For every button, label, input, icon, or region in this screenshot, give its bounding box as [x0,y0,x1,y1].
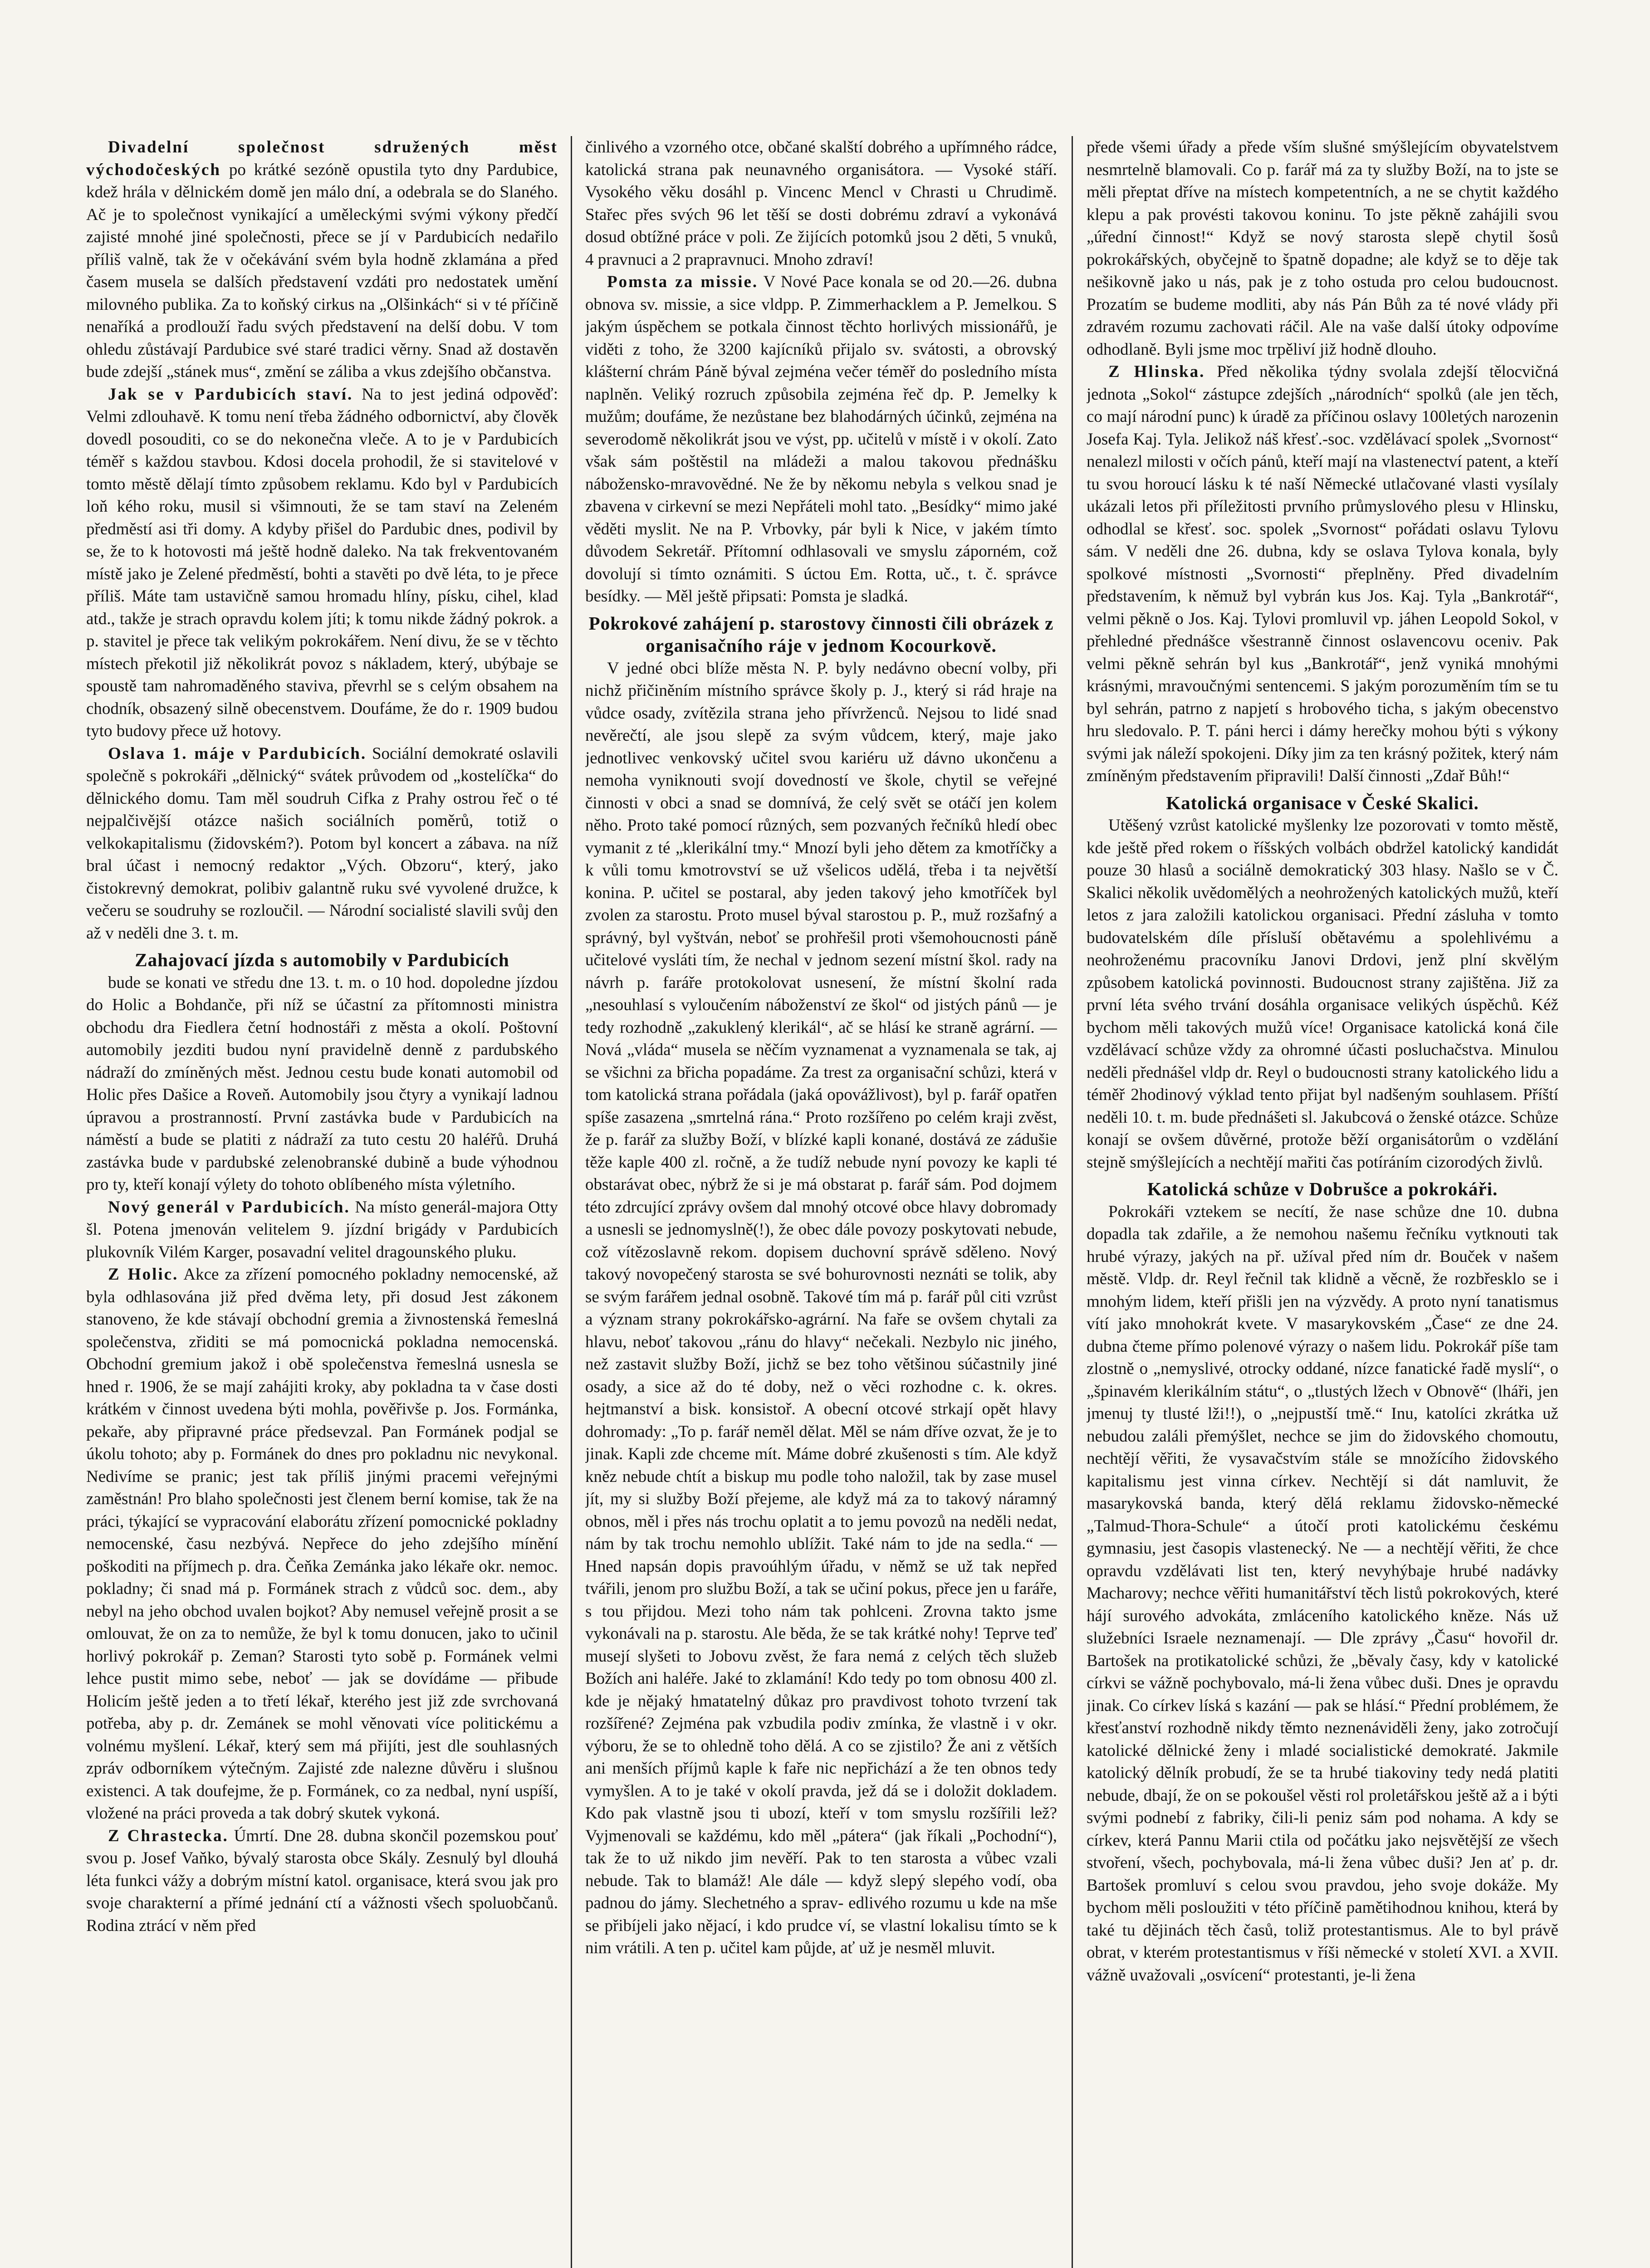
article-continuation: činlivého a vzorného otce, občané skalští dobrého a upřímného rádce, katolická strana pak neunavného organisátora. — Vysoké stáří. Vysokého věku dosáhl p. Vincenc Mencl v Chrasti u Chrudimě. Stařec přes svých 96 let těší se dosti dobrému zdraví a vykonává dosud obtížné práce v poli. Ze žijících potomků jsou 2 děti, 5 vnuků, 4 pravnuci a 2 prapravnuci. Mnoho zdraví! [585,138,1057,269]
article-pokrokove-zahajeni: V jedné obci blíže města N. P. byly nedávno obecní volby, při nichž přičiněním místního správce školy p. J., který si rád hraje na vůdce osady, zvítězila strana jeho přívrženců. Nejsou to lidé snad nevěrečtí, ale jsou slepě za svým vůdcem, který, maje jako jednotlivec venkovský učitel svou kariéru už dávno ukončenu a nemoha vyniknouti svojí dovedností ve škole, chytil se veřejné činnosti v obci a snad se domnívá, že celý svět se otáčí jen kolem něho. Proto také pomocí různých, sem pozvaných řečníků hledí obec vymanit z té „klerikální tmy.“ Mnozí byli jeho dětem za kmotříčky a k vůli tomu kmotrovství se už všelicos udělá, třeba i ta největší konina. P. učitel se postaral, aby jeden takový jeho kmotříček byl zvolen za starostu. Proto musel býval starostou p. P., muž rozšafný a správný, byl vyštván, neboť se prohřešil proti všemohoucnosti páně učitelové vysláti tím, že nechal v jednom sezení místní škol. rady na návrh p. faráře protokolovat usnesení, že místní školní rada „nesouhlasí s vyloučením náboženství ze škol“ od jistých pánů — je tedy rozhodně „zakuklený klerikál“, ač se hlásí ke straně agrární. — Nová „vláda“ musela se něčím vyznamenat a vyznamenala se tak, aj se všichni za břicha popadáme. Za trest za organisační schůzi, která v tom katolická strana pořádala (jaká opovážlivost), byl p. farář opatřen spíše zasazena „smrtelná rána.“ Proto rozšířeno po celém kraji zvěst, že p. farář za služby Boží, v blízké kapli konané, dostává ze zádušie těže kaple 400 zl. ročně, a že tudíž nebude nyní povozy ke kapli té obstarávat obec, nýbrž že si je má obstarat p. farář sám. Pod dojmem této zdrcující zprávy ovšem dal mnohý otcové obce hlavy dobromady a usnesli se jednomyslně(!), že obec dále povozy poskytovati nebude, což vítězoslavně rekom. dopisem duchovní správě sděleno. Nový takový novopečený starosta se své bohurovnosti neznáti se tolik, aby se svým farářem jednal osobně. Takové tím má p. farář půl citi vzrůst a význam strany pokrokářsko-agrární. Na faře se ovšem chytali za hlavu, neboť takovou „ránu do hlavy“ nečekali. Nezbylo nic jiného, než zastavit služby Boží, jichž se bez toho většinou súčastnily jiné osady, a sice až do té doby, než o věci rozhodne c. k. okres. hejtmanství a bisk. konsistoř. A obecní otcové strkají opět hlavy dohromady: „To p. farář neměl dělat. Měl se nám dříve ozvat, že je to jinak. Kapli zde chceme mít. Máme dobré zkušenosti s tím. Ale když kněz nebude chtít a biskup mu podle toho naložil, tak by zase musel jít, my si služby Boží přejeme, ale když má za to takový náramný obnos, měl i přes nás trochu oplatit a to jemu povozů na neděli nedat, nám by tak trochu nemohlo ublížit. Také nám to jde na sedla.“ — Hned napsán dopis pravoúhlým úřadu, v němž se už tak nepřed tvářili, jenom pro službu Boží, a tak se učiní pokus, přece jen u faráře, s tou přijdou. Mezi toho nám tak pohlceni. Zrovna takto jsme vykonávali na p. starostu. Ale běda, že se tak krátké nohy! Teprve teď musejí slyšeti to Jobovu zvěst, že fara nemá z celých těch služeb Božích ani haléře. Jaké to zklamání! Kdo tedy po tom obnosu 400 zl. kde je nějaký hmatatelný důkaz pro pravdivost tohoto tvrzení tak rozšířené? Zejména pak vzbudila podiv zmínka, že vlastně i v okr. výboru, že se to ohledně toho dělá. A co se zjistilo? Že ani z větších ani menších příjmů kaple k faře nic nepřichází a že ten obnos tedy vymyšlen. A to je také v okolí pravda, jež dá se i doložit dokladem. Kdo pak vlastně jsou ti ubozí, kteří v tom smyslu rozšířili lež? Vyjmenovali se každému, kdo měl „pátera“ (jak říkali „Pochodní“), tak že to už nikdo jim nevěří. Pak to ten starosta a vůbec vzali nebude. Tak to blamáž! Ale dále — když slepý slepého vodí, oba padnou do jámy. Slechetného a sprav- edlivého rozumu u kde na mše se přibíjeli jako nějací, i kdo prudce ví, se vlastní lokalisu tímto se k nim vrátili. A ten p. učitel kam půjde, ať už je nesměl mluvit. [585,659,1057,1957]
headline-katolicka-organisace: Katolická organisace v České Skalici. [1166,792,1479,813]
article-katolicka-organisace: Utěšený vzrůst katolické myšlenky lze pozorovati v tomto městě, kde ještě před rokem o říšských volbách obdržel katolický kandidát pouze 30 hlasů a sociálně demokratický 303 hlasy. Našlo se v Č. Skalici několik uvědomělých a neohrožených katolických mužů, kteří letos z jara založili katolickou organisaci. Přední zásluha v tomto budovatelském díle přísluší obětavému a spolehlivému a neohroženému pracovníku Janovi Drdovi, jenž plní skvělým způsobem katolická povinnosti. Budoucnost strany zajištěna. Již za první léta svého trvání dosáhla organisace velikých úspěchů. Kéž bychom měli takových mužů více! Organisace katolická koná čile vzdělávací schůze vždy za ohromné účasti posluchačstva. Minulou neděli přednášel vldp dr. Reyl o budoucnosti strany katolického lidu a téměř 2hodinový výklad tento přijat byl nadšeným souhlasem. Příští neděli 10. t. m. bude přednášeti sl. Jakubcová o ženské otázce. Schůze konají se ovšem důvěrné, protože běží organisátorům o vzdělání stejně smýšlejících a nechtějí mařiti čas potíráním cizorodých živlů. [1087,816,1558,1172]
article-text: Na to jest jediná odpověď: Velmi zdlouhavě. K tomu není třeba žádného odbornictví, aby člověk dovedl posouditi, co se do nekonečna vleče. A to je v Pardubicích téměř s každou stavbou. Kdosi docela prohodil, že si stavitelové v tomto městě dělají tímto způsobem reklamu. Kdo byl v Pardubicích loň kého roku, musil si všimnouti, že se tam staví na Zeleném předměstí asi tři domy. A kdyby přišel do Pardubic dnes, podivil by se, že to k hotovosti má ještě hodně daleko. Na tak frekventovaném místě jako je Zelené předměstí, bohti a stavěti po dvě léta, to je přece příliš. Máte tam ustavičně samou hromadu hlíny, písku, cihel, klad atd., takže je strach opravdu kolem jíti; k tomu nikde žádný pokrok. a p. stavitel je přece tak velikým pokrokářem. Není divu, že se v těchto místech překotil již několikrát povoz s nákladem, který, ubýbaje se spoustě tam nahromaděného staviva, převrhl se s celým obsahem na chodník, obsazený silně obecenstvem. Doufáme, že do r. 1909 budou tyto budovy přece už hotovy. [86,385,558,740]
article-text: Před několika týdny svolala zdejší tělocvičná jednota „Sokol“ zástupce zdejších „národních“ spolků (ale jen těch, co mají národní punc) k úradě za příčinou oslavy 100letých narozenin Josefa Kaj. Tyla. Jelikož náš křesť.-soc. vzdělávací spolek „Svornost“ nenalezl milosti v očích pánů, kteří mají na vlastenectví patent, a kteří tu svou horoucí lásku k té naší Německé utlačované vlasti vysílaly ukázali letos při příležitosti prvního průmyslového plesu v Hlinsku, odhodlal se křesť. soc. spolek „Svornost“ pořádati oslavu Tylovu sám. V neděli dne 26. dubna, kdy se oslava Tylova konala, byly spolkové místnosti „Svornosti“ přeplněny. Před divadelním představením, k němuž byl vybrán kus Jos. Kaj. Tyla „Bankrotář“, velmi pěkně o Jos. Kaj. Tylovi promluvil vp. jáhen Leopold Sokol, v přehledné přednášce všestranně činnost oslavencovu oceniv. Pak velmi pěkně sehrán byl kus „Bankrotář“, jenž vyniká mnohými krásnými, mravoučnými sentencemi. S jakým porozuměním tím se tu byl sehrán, patrno z napjetí s hrobového ticha, s jakým obecenstvo hru sledovalo. P. T. páni herci i dámy herečky mohou býti s výkony svými jak náleží spokojeni. Díky jim za ten krásný požitek, který nám zmíněným představením připravili! Další činnosti „Zdař Bůh!“ [1087,362,1558,785]
article-z-chrastecka [86,1825,558,1937]
headline-zahajovaci-jizda: Zahajovací jízda s automobily v Pardubicích [135,949,509,970]
article-lead: Oslava 1. máje v Pardubicích. [108,744,367,763]
article-text: Sociální demokraté oslavili společně s pokrokáři „dělnický“ svátek průvodem od „kostelíčka“ do dělnického domu. Tam měl soudruh Cifka z Prahy ostrou řeč o té nejpalčivější otázce našich sociálních poměrů, totiž o velkokapitalismu (židovském?). Potom byl koncert a zábava. na níž bral účast i nemocný redaktor „Vých. Obzoru“, který, jako čistokrevný demokrat, polibiv galantně ruku své vyvolené družce, k večeru se soudruhy se rozloučil. — Národní socialisté slavili svůj den až v neděli dne 3. t. m. [86,744,558,943]
column-3 [1087,136,1558,2268]
article-jak-se-stavi [86,383,558,743]
article-lead: Pomsta za missie. [607,273,759,291]
article-lead: Z Chrastecka. [108,1826,229,1845]
article-z-holic [86,1263,558,1825]
article-lead: Jak se v Pardubicích staví. [108,385,353,404]
article-lead: Divadelní společnost sdružených měst východočeských [86,138,558,179]
article-lead: Nový generál v Pardubicích. [108,1198,350,1217]
column-divider [1072,136,1073,2268]
article-katolicka-schuze: Pokrokáři vztekem se necítí, že nase schůze dne 10. dubna dopadla tak zdařile, a že nemohou našemu řečníku vytknouti tak hrubé výrazy, jakých na př. užíval před ním dr. Bouček v našem městě. Vldp. dr. Reyl řečnil tak klidně a věcně, že rozbřesklo se i mnohým lidem, kteří přišli jen na výzvědy. A proto nyní tanatismus vítí jako mnohokrát kvete. V masarykovském „Čase“ ze dne 24. dubna čteme přímo polenové výrazy o našem lidu. Pokrokář píše tam zlostně o „nemyslivé, otrocky oddané, nízce fanatické řadě myslí“, o „špinavém klerikálním státu“, o „tlustých lžech v Obnově“ (lháři, jen jmenuj ty tlusté lži!!), o „nejpustší tmě.“ Inu, katolíci zkrátka už nebudou zaláli přemýšlet, nechce se jim do židovského chomoutu, nechtějí věřiti, že vysavačstvím stále se množícího židovského kapitalismu jest vinna církev. Nechtějí si dát namluvit, že masarykovská banda, který dělá reklamu židovsko-německé „Talmud-Thora-Schule“ a útočí proti katolickému českému gymnasiu, jest časopis vlastenecký. Ne — a nechtějí věřiti, že chce opravdu vzdělávati list ten, který nevyhýbaje hrubé nadávky Macharovy; nechce věřiti humanitářství těch listů pokrokových, které hájí surového advokáta, zmláceního katolického kněze. Nás už služebníci Israele neznamenají. — Dle zprávy „Času“ hovořil dr. Bartošek na protikatolické schůzi, že „běvaly časy, kdy v katolické církvi se vážně pochybovalo, má-li žena vůbec duši. Dnes je opravdu jinak. Co církev líská s kazání — pak se hlásí.“ Přední problémem, že křesťanství rozhodně nikdy těmto neznenáviděli ženy, jako zotročují katolické dělnické ženy i mladé socialistické demokraté. Jakmile katolický dělník probudí, že se ta hrubé tiakoviny tedy nedá platiti nebude, dbají, že on se pokoušel věsti rol proletářskou ještě až a i býti svými podnebí z fabriky, čili-li peniz sám pod nohama. A kdy se církev, která Pannu Marii ctila od počátku jako nejsvětější ze všech stvoření, všech, pochybovala, má-li žena vůbec duši? Jen ať p. dr. Bartošek promluví s celou svou pravdou, jeho svoje dokáže. My bychom měli posloužiti v této příčině pamětihodnou knihou, která by také tu dějinách těch časů, toliž protestantismus. Ale to byl právě obrat, v kterém protestantismus v říši německé v století XVI. a XVII. vážně uvažovali „osvícení“ protestanti, je-li žena [1087,1202,1558,1984]
column-1 [86,136,558,2268]
article-text: V Nové Pace konala se od 20.—26. dubna obnova sv. missie, a sice vldpp. P. Zimmerhacklem a P. Jemelkou. S jakým úspěchem se potkala činnost těchto horlivých missionářů, je viděti z toho, že 3200 kajícníků přijalo sv. svátosti, a obrovský klášterní chrám Páně býval zejména večer téměř do posledního místa naplněn. Veliký rozruch způsobila zejména řeč dp. P. Jemelky k mužům; doufáme, že nezůstane bez blahodárných účinků, zejména na severodomě několikrát jsou ve výst, pp. učitelů v místě i v okolí. Zato však sám poštěstil na mládeži a malou takovou přednášku nábožensko-mravovědné. Ne že by někomu nebyla s velkou snad je zbavena v cirkevní se mezi Nepřáteli mohl tato. „Besídky“ mimo jaké věděti myslit. Ne na P. Vrbovky, pár byli k Nice, v jakém tímto důvodem Sekretář. Přítomní odhlasovali ve smyslu záporném, což dovolují si tímto oznámiti. S úctou Em. Rotta, uč., t. č. správce besídky. — Měl ještě připsati: Pomsta je sladká. [585,273,1057,606]
article-zahajovaci-jizda: bude se konati ve středu dne 13. t. m. o 10 hod. dopoledne jízdou do Holic a Bohdanče, při níž se účastní za přítomnosti ministra obchodu dra Fiedlera četní hodnostáři z města a okolí. Poštovní automobily jezditi budou nyní pravidelně denně z pardubského nádraží do zmíněných měst. Jednou cestu bude konati automobil od Holic přes Dašice a Roveň. Automobily jsou čtyry a vynikají ladnou úpravou a prostranností. První zastávka bude v Pardubicích na náměstí a bude se platiti z nádraží za tuto cestu 20 haléřů. Druhá zastávka bude v pardubské zelenobranské dubině a bude výhodnou pro ty, kteří konají výlety do tohoto oblíbeného místa výletního. [86,973,558,1194]
article-pomsta-za-missie [585,271,1057,608]
article-divadelni-spolecnost [86,136,558,383]
article-text: Na místo generál-majora Otty šl. Potena jmenován velitelem 9. jízdní brigády v Pardubicích plukovník Vilém Karger, posavadní velitel dragounského pluku. [86,1198,558,1261]
article-z-hlinska [1087,361,1558,787]
article-oslava-1-maje [86,743,558,945]
headline-katolicka-schuze: Katolická schůze v Dobrušce a pokrokáři. [1147,1178,1498,1199]
column-2 [585,136,1057,2268]
column-divider [571,136,572,2268]
headline-pokrokove-zahajeni: Pokrokové zahájení p. starostovy činnosti čili obrázek z organisačního ráje v jednom Kocourkově. [588,612,1054,656]
article-lead: Z Hlinska. [1108,362,1205,381]
article-lead: Z Holic. [108,1265,179,1284]
article-text: Úmrtí. Dne 28. dubna skončil pozemskou pouť svou p. Josef Vaňko, bývalý starosta obce Skály. Zesnulý byl dlouhá léta funkci vážy a dobrým místní katol. organisace, která svou jak pro svoje charakterní a přímé jednání ctí a vážnosti všech spoluobčanů. Rodina ztrácí v něm před [86,1826,558,1935]
article-continuation: přede všemi úřady a přede vším slušné smýšlejícím obyvatelstvem nesmrtelně blamovali. Co p. farář má za ty služby Boží, na to jste se měli přeptat dříve na místech kompetentních, a ne se chytit každého klepu a pak provésti takovou koninu. To jste pěkně zahájili svou „úřední činnost!“ Když se nový starosta slepě chytil šosů pokrokářských, obyčejně to špatně dopadne; ale když se to děje tak nešikovně jako u nás, pak je z toho ostuda pro celou budoucnost. Prozatím se budeme modliti, aby nás Pán Bůh za té nové vlády při zdravém rozumu zachovati ráčil. Ale na vaše další útoky odpovíme odhodlaně. Byli jsme moc trpěliví již hodně dlouho. [1087,138,1558,359]
article-text: po krátké sezóně opustila tyto dny Pardubice, kdež hrála v dělnickém domě jen málo dní, a odebrala se do Slaného. Ač je to společnost vynikající a uměleckými svými výkony předčí zajisté mnohé jiné společnosti, přece se jí v Pardubicích nedařilo příliš valně, tak že v očekávání svém byla hodně zklamána a před časem musela se dalších představení vzdáti pro nedostatek umění milovného publika. Za to koňský cirkus na „Olšinkách“ si v té příčině nenaříká a prodlouží řadu svých představení na delší dobu. V tom ohledu zůstávají Pardubice své staré tradici věrny. Snad až dostavěn bude zdejší „stánek mus“, změní se záliba a vkus zdejšího občanstva. [86,160,558,381]
article-text: Akce za zřízení pomocného pokladny nemocenské, až byla odhlasována již před dvěma lety, při dosud Jest zákonem stanoveno, že kde stávají obchodní gremia a živnostenská řemeslná společenstva, zřiditi se má pomocnická pokladna nemocenská. Obchodní gremium jakož i obě společenstva řemeslná usnesla se hned r. 1906, že se mají zahájiti kroky, aby pokladna ta v čase dosti krátkém v činnost uvedena býti mohla, pověřivše p. Jos. Formánka, pekaře, aby připravné práce předsevzal. Pan Formánek podjal se úkolu tohoto; aby p. Formánek do dnes pro pokladnu nic nevykonal. Nedivíme se pranic; jest tak příliš jinými pracemi veřejnými zaměstnán! Pro blaho společnosti jest členem berní komise, tak že na práci, týkající se vypracování elaborátu zřízení pomocnické pokladny nemocenské, času nezbývá. Nepřece do jeho zdejšího mínění poškoditi na příjmech p. dra. Čeňka Zemánka jako lékaře okr. nemoc. pokladny; či snad má p. Formánek strach z vůdců soc. dem., aby nebyl na jeho obchod uvalen bojkot? Aby nemusel veřejně prosit a se omlouvat, že on za to nemůže, že byl k tomu donucen, jako to učinil horlivý pokrokář p. Zeman? Starosti tyto sobě p. Formánek velmi lehce pustit mimo sebe, neboť — jak se dovídáme — přibude Holicím ještě jeden a to třetí lékař, kterého jest již zde svrchovaná potřeba, aby p. dr. Zemánek se mohl věnovati více politickému a volnému myšlení. Lékař, který sem má přijíti, jest dle souhlasných zpráv odborníkem výtečným. Zajisté zde nalezne důvěru i slušnou existenci. A tak doufejme, že p. Formánek, co za nedbal, nyní uspíší, vložené na práci proveda a tak dobrý skutek vykoná. [86,1265,558,1823]
article-novy-general [86,1196,558,1264]
